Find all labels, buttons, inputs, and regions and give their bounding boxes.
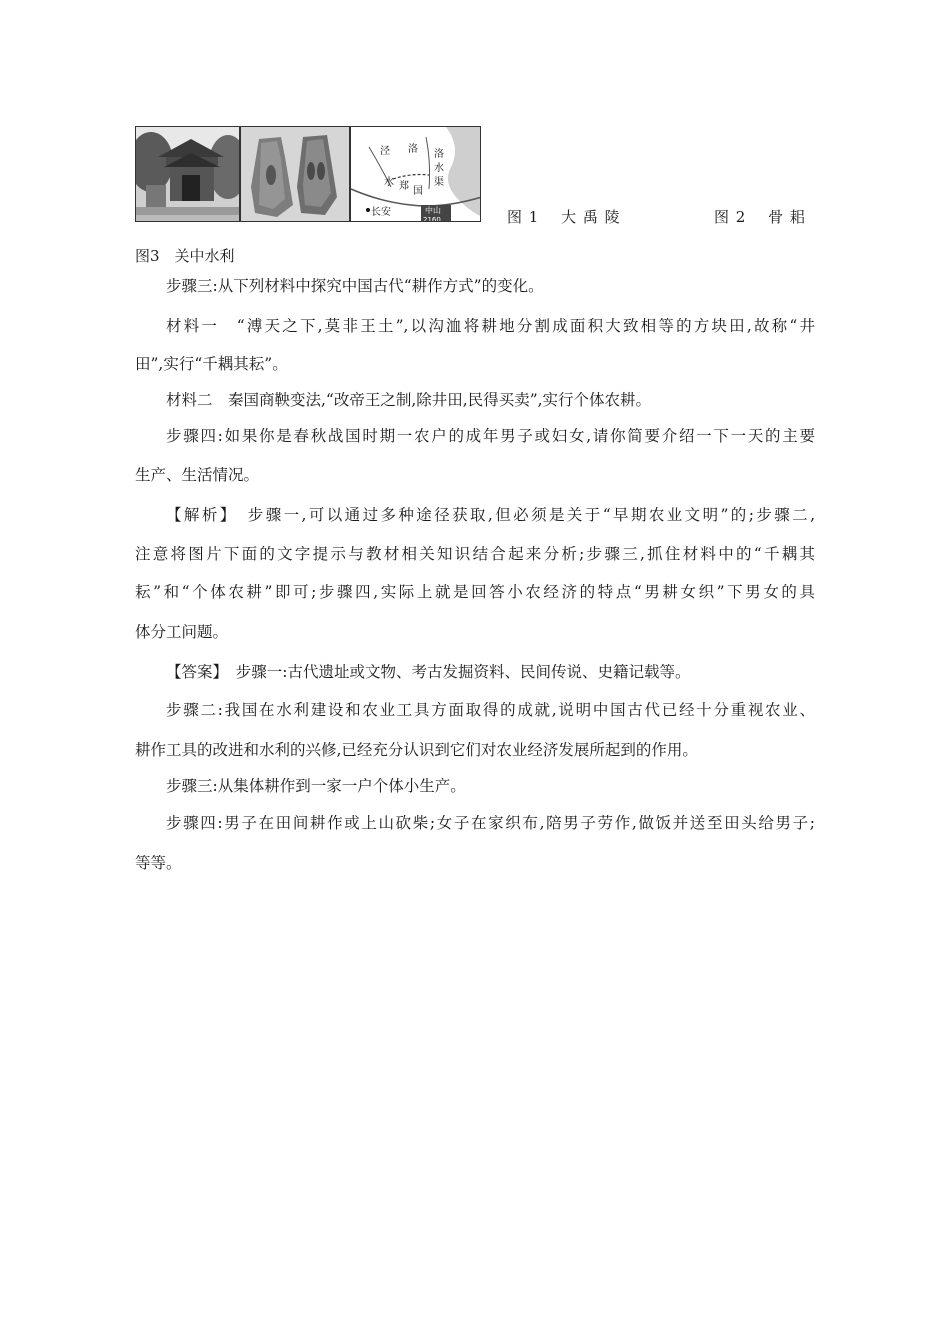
answer-step2-line2: 耕作工具的改进和水利的兴修,已经充分认识到它们对农业经济发展所起到的作用。: [135, 741, 698, 759]
fig3-map-guanzhong-water: [350, 126, 481, 222]
map-label-luo-2: 洛: [434, 149, 444, 160]
figure-strip: [135, 126, 481, 222]
analysis-line2: 注意将图片下面的文字提示与教材相关知识结合起来分析;步骤三,抓住材料中的“千耦其: [135, 545, 815, 563]
map-label-luo-1: 洛: [408, 144, 418, 155]
fig1-photo-da-yu-mausoleum: [135, 126, 240, 222]
map-label-qu: 渠: [434, 177, 444, 188]
paragraph-step3: 步骤三:从下列材料中探究中国古代“耕作方式”的变化。: [166, 277, 544, 295]
paragraph-step4-line2: 生产、生活情况。: [135, 466, 260, 484]
fig2-photo-bone-spade: [240, 126, 350, 222]
map-label-guo: 国: [413, 186, 423, 197]
map-label-jing: 泾: [380, 146, 390, 157]
answer-step3: 步骤三:从集体耕作到一家一户个体小生产。: [166, 777, 466, 795]
fig3-caption: 图3 关中水利: [135, 247, 235, 265]
map-label-zhongshan: 中山: [425, 206, 441, 215]
paragraph-material1-line2: 田”,实行“千耦其耘”。: [135, 355, 288, 373]
map-label-elevation: 2160: [423, 216, 441, 222]
map-label-zheng: 郑: [399, 181, 409, 192]
answer-step4-line2: 等等。: [135, 854, 182, 872]
answer-step1: 【答案】 步骤一:古代遗址或文物、考古发掘资料、民间传说、史籍记载等。: [166, 663, 691, 681]
paragraph-material2: 材料二 秦国商鞅变法,“改帝王之制,除井田,民得买卖”,实行个体农耕。: [166, 391, 652, 409]
fig1-caption: 图 1 大 禹 陵: [507, 208, 621, 226]
answer-step4-line1: 步骤四:男子在田间耕作或上山砍柴;女子在家织布,陪男子劳作,做饭并送至田头给男子;: [166, 814, 815, 832]
answer-step2-line1: 步骤二:我国在水利建设和农业工具方面取得的成就,说明中国古代已经十分重视农业、: [166, 701, 815, 719]
analysis-line4: 体分工问题。: [135, 623, 229, 641]
analysis-line1: 【解析】 步骤一,可以通过多种途径获取,但必须是关于“早期农业文明”的;步骤二,: [166, 506, 815, 524]
paragraph-material1-line1: 材料一 “溥天之下,莫非王土”,以沟洫将耕地分割成面积大致相等的方块田,故称“井: [166, 317, 815, 335]
map-label-shui-2: 水: [384, 177, 394, 188]
paragraph-step4-line1: 步骤四:如果你是春秋战国时期一农户的成年男子或妇女,请你简要介绍一下一天的主要: [166, 427, 815, 445]
analysis-line3: 耘”和“个体农耕”即可;步骤四,实际上就是回答小农经济的特点“男耕女织”下男女的具: [135, 583, 815, 601]
map-label-shui-1: 水: [434, 163, 444, 174]
fig2-caption: 图 2 骨 耜: [714, 208, 806, 226]
map-label-changan: 长安: [371, 207, 391, 218]
